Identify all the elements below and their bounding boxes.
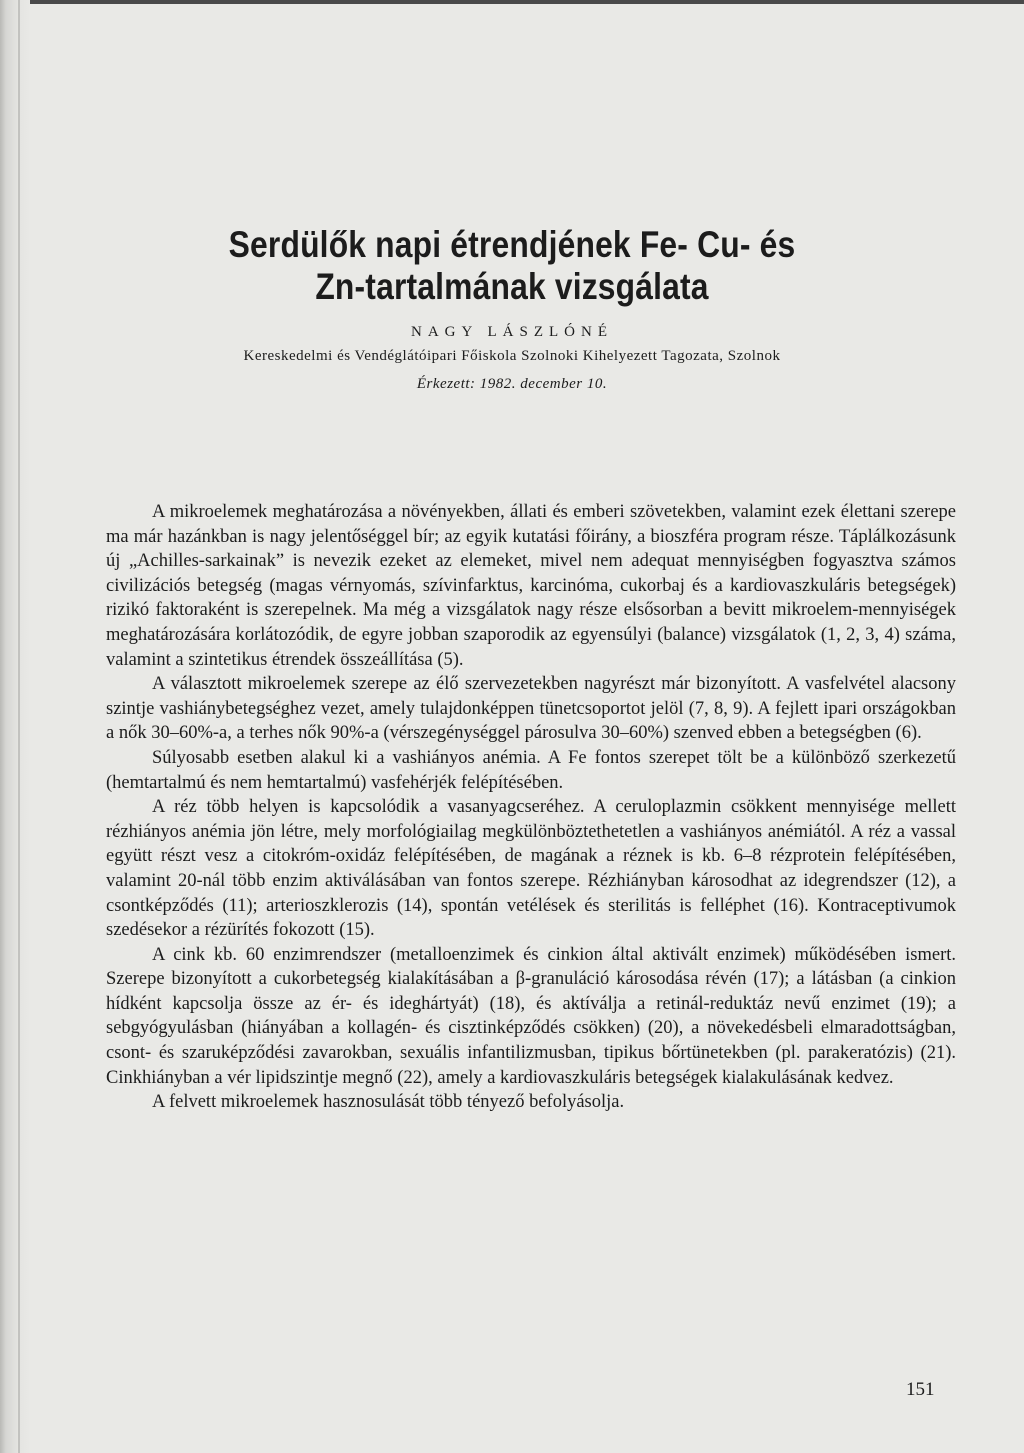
body-paragraph: A felvett mikroelemek hasznosulását több tényező befolyásolja. xyxy=(152,1092,625,1113)
scan-top-edge xyxy=(0,0,1024,4)
received-date: Érkezett: 1982. december 10. xyxy=(416,376,608,392)
article-title: Serdülők napi étrendjének Fe- Cu- és Zn-tartalmának vizsgálata xyxy=(228,224,796,307)
body-paragraph: A réz több helyen is kapcsolódik a vasanyagcseréhez. A ceruloplazmin csökkent mennyisége mellett rézhiányos anémia jön létre, mely morfológiailag megkülönböztethetetlen a vashiányos anémiától. A réz a vassal együtt részt vesz a citokróm-oxidáz felépítésében, de magának a réznek is kb. 6–8 rézprotein felépítésében, valamint 20-nál több enzim aktiválásában van fontos szerepe. Rézhiányban károsodhat az idegrendszer (12), a csontképződés (11); arterioszklerozis (14), spontán vetélések és sterilitás is felléphet (16). Kontraceptivumok szedésekor a rézürítés fokozott (15). xyxy=(106,797,956,941)
author-affiliation: Kereskedelmi és Vendéglátóipari Főiskola Szolnoki Kihelyezett Tagozata, Szolnok xyxy=(243,348,781,364)
article-author: NAGY LÁSZLÓNÉ xyxy=(410,324,613,340)
body-paragraph: A cink kb. 60 enzimrendszer (metalloenzimek és cinkion által aktivált enzimek) működésében ismert. Szerepe bizonyított a cukorbetegség kialakításában a β-granuláció károsodása révén (17); a látásban (a cinkion hídként kapcsolja össze az ér- és ideghártyát) (18), és aktíválja a retinál-reduktáz nevű enzimet (19); a sebgyógyulásban (hiányában a kollagén- és cisztinképződés csökken) (20), a növekedésbeli elmaradottságban, csont- és szaruképződési zavarokban, sexuális infantilizmusban, tipikus bőrtünetekben (pl. parakeratózis) (21). Cinkhiányban a vér lipidszintje megnő (22), amely a kardiovaszkuláris betegségek kialakulásának kedvez. xyxy=(106,944,956,1088)
body-paragraph: A választott mikroelemek szerepe az élő szervezetekben nagyrészt már bizonyított. A vasfelvétel alacsony szintje vashiánybetegséghez vezet, amely tulajdonképpen tünetcsoportot jelöl (7, 8, 9). A fejlett ipari országokban a nők 30–60%-a, a terhes nők 90%-a (vérszegénységgel párosulva 30–60%) szenved ebben a betegségben (6). xyxy=(106,674,956,744)
body-paragraph: Súlyosabb esetben alakul ki a vashiányos anémia. A Fe fontos szerepet tölt be a különböző szerkezetű (hemtartalmú és nem hemtartalmú) vasfehérjék felépítésében. xyxy=(106,747,956,793)
article-body xyxy=(106,500,956,1115)
scan-gutter-line xyxy=(18,0,20,1453)
scan-binding-shadow xyxy=(0,0,30,1453)
page-number: 151 xyxy=(906,1379,935,1400)
body-paragraph: A mikroelemek meghatározása a növényekben, állati és emberi szövetekben, valamint ezek élettani szerepe ma már hazánkban is nagy jelentőséggel bír; az egyik kutatási főirány, a bioszféra program része. Táplálkozásunk új „Achilles-sarkainak” is nevezik ezeket az elemeket, mivel nem adequat mennyiségben fogyasztva számos civilizációs betegség (magas vérnyomás, szívinfarktus, karcinóma, cukorbaj és a kardiovaszkuláris betegségek) rizikó faktoraként is szerepelnek. Ma még a vizsgálatok nagy része elsősorban a bevitt mikroelem-mennyiségek meghatározására korlátozódik, de egyre jobban szaporodik az egyensúlyi (balance) vizsgálatok (1, 2, 3, 4) száma, valamint a szintetikus étrendek összeállítása (5). xyxy=(106,502,956,670)
